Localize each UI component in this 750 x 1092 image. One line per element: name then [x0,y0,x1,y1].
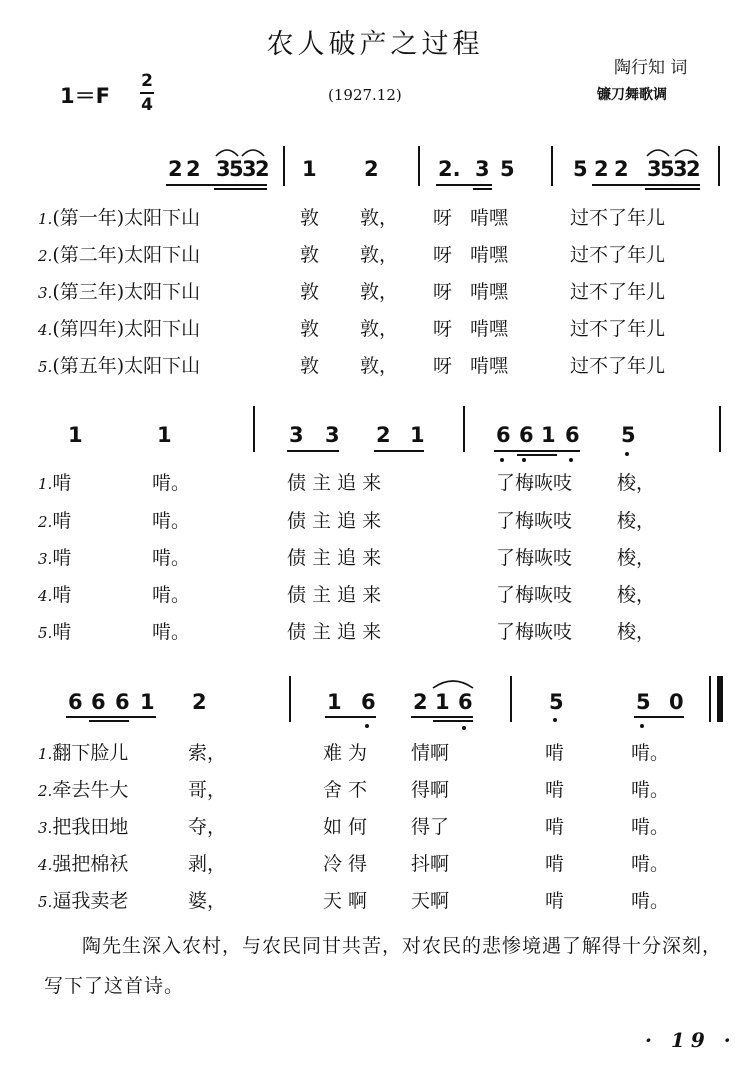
lyric: (第三年)太阳下山 [52,281,201,303]
note: 2 [413,690,428,714]
lyric: 过不了年儿 [570,318,666,340]
lyric: 得了 [411,816,450,838]
barline [510,676,512,722]
underline-beat [592,184,700,186]
note: 2 [594,157,609,181]
lyric: 翻下脸儿 [52,742,129,764]
low-octave-dot [569,458,573,462]
lyric: 债 主 追 来 [287,510,382,532]
lyric: 债 主 追 来 [287,547,382,569]
note: 6 [91,690,106,714]
note: 2. [438,157,461,181]
lyric: 难 为 [323,742,368,764]
lyric: 了梅咴吱 [496,621,573,643]
lyric: 啃。 [631,816,670,838]
lyric: (第四年)太阳下山 [52,318,201,340]
lyric: 啃嘿 [470,355,509,377]
lyric: 啃嘿 [470,281,509,303]
lyric: 啃。 [152,472,191,494]
lyric: 梭， [617,510,656,532]
underline-beat [166,184,267,186]
note: 3 [475,157,490,181]
underline-beat [473,188,492,190]
verse-number: 2. [38,513,53,531]
low-octave-dot [522,458,526,462]
note: 6 [68,690,83,714]
lyric: 逼我卖老 [52,890,129,912]
lyric: 了梅咴吱 [496,472,573,494]
slur-marks [645,144,701,158]
lyric: 敦 [300,281,320,303]
underline-beat [374,450,424,452]
low-octave-dot [500,458,504,462]
note: 1 [435,690,450,714]
underline-beat [66,716,156,718]
lyric: 敦， [360,318,399,340]
lyric: 啃 [52,584,72,606]
lyricist-credit: 陶行知 词 [614,58,688,78]
verse-number: 5. [38,624,53,642]
lyric: 债 主 追 来 [287,472,382,494]
verse-number: 5. [38,893,53,911]
note: 1 [140,690,155,714]
note: 3 [242,157,257,181]
verse-number: 4. [38,856,53,874]
verse-number: 3. [38,550,53,568]
note: 1 [541,423,556,447]
slur-marks [214,144,268,158]
lyric: (第二年)太阳下山 [52,244,201,266]
lyric: 冷 得 [323,853,368,875]
barline [718,146,720,186]
low-octave-dot [640,724,644,728]
note: 2 [364,157,379,181]
note: 5 [660,157,675,181]
lyric: 天啊 [411,890,450,912]
note: 2 [614,157,629,181]
note: 6 [565,423,580,447]
lyric: 了梅咴吱 [496,547,573,569]
final-barline-thin [709,676,711,722]
note: 1 [157,423,172,447]
note: 6 [115,690,130,714]
lyric: 啃。 [631,853,670,875]
lyric: 了梅咴吱 [496,584,573,606]
note: 2 [168,157,183,181]
lyric: 抖啊 [411,853,450,875]
commentary-paragraph: 陶先生深入农村，与农民同甘共苦，对农民的悲惨境遇了解得十分深刻，写下了这首诗。 [44,935,723,997]
verse-number: 3. [38,284,53,302]
lyric: 夺， [188,816,227,838]
lyric: 啃 [52,621,72,643]
lyric: 过不了年儿 [570,244,666,266]
lyric: 啃 [545,853,565,875]
barline [719,406,721,452]
underline-beat [411,716,473,718]
lyric: 梭， [617,621,656,643]
note: 1 [410,423,425,447]
underline-beat [436,184,492,186]
note: 2 [686,157,701,181]
note: 2 [255,157,270,181]
lyric: 啃。 [631,890,670,912]
note: 5 [549,690,564,714]
underline-beat [517,454,557,456]
note: 3 [647,157,662,181]
lyric: 梭， [617,547,656,569]
lyric: 情啊 [411,742,450,764]
verse-number: 1. [38,210,53,228]
underline-beat [287,450,339,452]
barline [289,676,291,722]
time-signature-bottom: 4 [141,95,153,115]
lyric: 梭， [617,584,656,606]
verse-number: 3. [38,819,53,837]
lyric: 啃。 [152,584,191,606]
lyric: 了梅咴吱 [496,510,573,532]
note: 3 [289,423,304,447]
barline [283,146,285,186]
lyric: 过不了年儿 [570,207,666,229]
note: 3 [673,157,688,181]
note: 5 [573,157,588,181]
verse-number: 4. [38,321,53,339]
page-title: 农人破产之过程 [266,29,484,60]
time-signature-line [140,92,154,94]
lyric: 啃 [545,890,565,912]
note: 5 [500,157,515,181]
lyric: 婆， [188,890,227,912]
note: 3 [325,423,340,447]
lyric: 啃 [545,816,565,838]
underline-beat [214,188,267,190]
lyric: 剥， [188,853,227,875]
lyric: 梭， [617,472,656,494]
lyric: 哥， [188,779,227,801]
lyric: 啃嘿 [470,244,509,266]
verse-number: 2. [38,247,53,265]
underline-beat [634,716,684,718]
lyric: 得啊 [411,779,450,801]
note: 6 [361,690,376,714]
lyric: (第五年)太阳下山 [52,355,201,377]
lyric: 敦， [360,207,399,229]
note: 6 [458,690,473,714]
barline [551,146,553,186]
note: 2 [192,690,207,714]
barline [253,406,255,452]
underline-beat [494,450,580,452]
lyric: 债 主 追 来 [287,621,382,643]
note: 1 [302,157,317,181]
low-octave-dot [365,724,369,728]
note: 6 [519,423,534,447]
low-octave-dot [553,718,557,722]
slur-mark [431,676,475,690]
lyric: 啃 [52,547,72,569]
lyric: 啃嘿 [470,318,509,340]
verse-number: 2. [38,782,53,800]
lyric: 啃嘿 [470,207,509,229]
time-signature-top: 2 [141,71,153,91]
composition-date: (1927.12) [328,86,402,104]
note: 3 [216,157,231,181]
lyric: 敦， [360,244,399,266]
lyric: 把我田地 [52,816,129,838]
low-octave-dot [462,726,466,730]
lyric: 呀 [433,207,453,229]
page-number: · 19 · [645,1028,737,1052]
tune-source: 镰刀舞歌调 [597,87,667,103]
note: 0 [669,690,684,714]
lyric: 啃 [52,510,72,532]
lyric: 啃。 [631,742,670,764]
lyric: 牵去牛大 [52,779,129,801]
barline [418,146,420,186]
lyric: 敦， [360,355,399,377]
note: 1 [327,690,342,714]
note: 5 [621,423,636,447]
time-signature [140,71,154,115]
verse-number: 1. [38,745,53,763]
lyric: 敦 [300,207,320,229]
lyric: 过不了年儿 [570,281,666,303]
lyric: 啃 [545,742,565,764]
lyric: 啃 [545,779,565,801]
underline-beat [89,720,129,722]
lyric: 啃。 [152,547,191,569]
final-barline-thick [717,676,723,722]
note: 5 [636,690,651,714]
lyric: 敦， [360,281,399,303]
verse-number: 1. [38,475,53,493]
lyric: 呀 [433,318,453,340]
underline-beat [325,716,376,718]
verse-number: 4. [38,587,53,605]
lyric: 呀 [433,355,453,377]
lyric: 啃。 [152,621,191,643]
lyric: 如 何 [323,816,368,838]
note: 2 [376,423,391,447]
note: 2 [186,157,201,181]
low-octave-dot [625,452,629,456]
underline-beat [645,188,700,190]
lyric: 敦 [300,355,320,377]
lyric: 啃。 [631,779,670,801]
barline [463,406,465,452]
lyric: 过不了年儿 [570,355,666,377]
verse-number: 5. [38,358,53,376]
note: 1 [68,423,83,447]
lyric: 索， [188,742,227,764]
lyric: 债 主 追 来 [287,584,382,606]
lyric: 敦 [300,244,320,266]
lyric: 敦 [300,318,320,340]
note: 5 [229,157,244,181]
key-signature: 1＝F [60,84,110,108]
lyric: (第一年)太阳下山 [52,207,201,229]
lyric: 强把棉袄 [52,853,129,875]
lyric: 天 啊 [323,890,368,912]
lyric: 啃。 [152,510,191,532]
lyric: 舍 不 [323,779,368,801]
note: 6 [496,423,511,447]
lyric: 呀 [433,244,453,266]
underline-beat [433,720,473,722]
lyric: 啃 [52,472,72,494]
lyric: 呀 [433,281,453,303]
